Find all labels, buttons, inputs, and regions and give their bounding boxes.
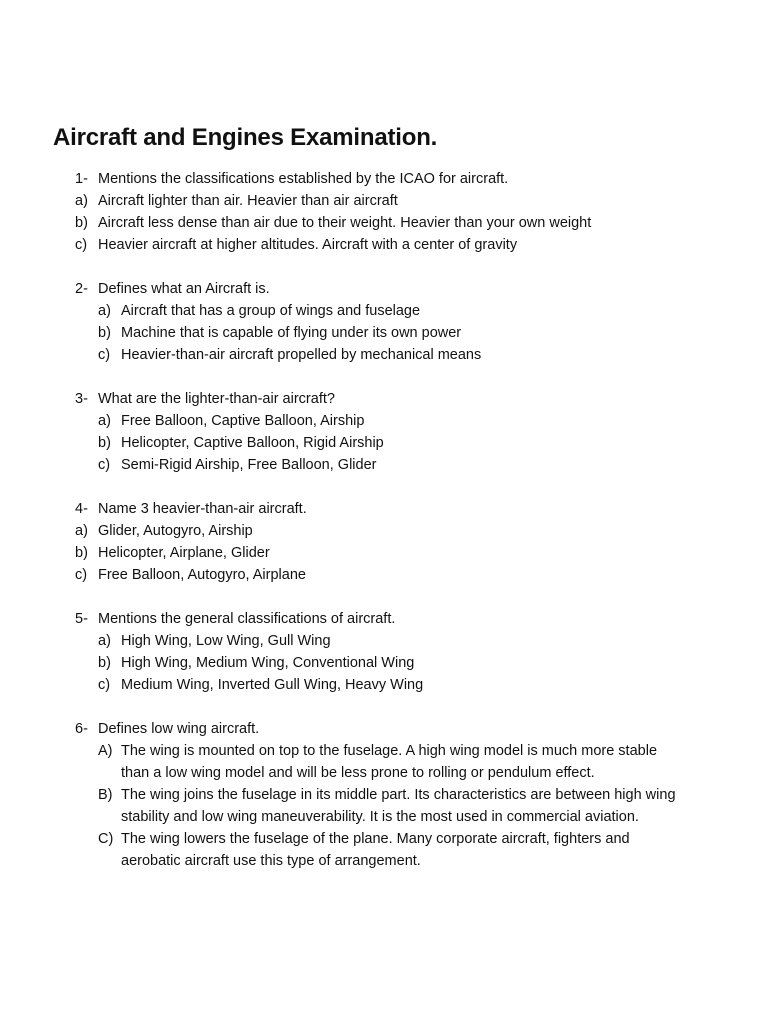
question-number: 5- (75, 611, 88, 627)
answer-text: Machine that is capable of flying under its own power (121, 325, 462, 341)
answer-text: Heavier aircraft at higher altitudes. Aircraft with a center of gravity (98, 237, 518, 253)
answer-option (0, 740, 768, 784)
answer-text: Semi-Rigid Airship, Free Balloon, Glider (121, 457, 377, 473)
answer-label: a) (75, 523, 88, 539)
question-header (0, 168, 768, 190)
answer-option (0, 454, 768, 476)
answer-option (0, 828, 768, 872)
question-number: 1- (75, 171, 88, 187)
answer-text: Aircraft lighter than air. Heavier than air aircraft (98, 193, 398, 209)
question-text: Defines what an Aircraft is. (98, 281, 270, 297)
answer-option (0, 564, 768, 586)
question-header (0, 498, 768, 520)
answer-option (0, 190, 768, 212)
answer-text: High Wing, Medium Wing, Conventional Wing (121, 655, 415, 671)
answer-text: The wing is mounted on top to the fuselage. A high wing model is much more stable than a low wing model and will be less prone to rolling or pendulum effect. (121, 743, 658, 781)
answer-option (0, 234, 768, 256)
question-text: Name 3 heavier-than-air aircraft. (98, 501, 307, 517)
answer-option (0, 432, 768, 454)
answer-option (0, 322, 768, 344)
question-number: 6- (75, 721, 88, 737)
answer-text: Aircraft less dense than air due to their weight. Heavier than your own weight (98, 215, 592, 231)
question-4 (0, 498, 768, 586)
answer-text: Heavier-than-air aircraft propelled by mechanical means (121, 347, 482, 363)
answer-text: High Wing, Low Wing, Gull Wing (121, 633, 331, 649)
answer-option (0, 652, 768, 674)
answer-label: C) (98, 831, 114, 847)
answer-label: A) (98, 743, 113, 759)
question-text: Mentions the general classifications of aircraft. (98, 611, 396, 627)
answer-label: b) (98, 435, 111, 451)
answer-option (0, 410, 768, 432)
answer-option (0, 212, 768, 234)
question-header (0, 718, 768, 740)
answer-option (0, 300, 768, 322)
answer-label: c) (98, 457, 111, 473)
answer-label: c) (75, 567, 88, 583)
question-number: 2- (75, 281, 88, 297)
answer-label: b) (98, 655, 111, 671)
answer-text: Helicopter, Airplane, Glider (98, 545, 270, 561)
answer-option (0, 630, 768, 652)
answer-label: c) (98, 347, 111, 363)
question-text: Defines low wing aircraft. (98, 721, 260, 737)
answer-label: a) (98, 413, 111, 429)
question-text: Mentions the classifications established by the ICAO for aircraft. (98, 171, 509, 187)
answer-text: The wing lowers the fuselage of the plane. Many corporate aircraft, fighters and aerobatic aircraft use this type of arrangement. (121, 831, 630, 869)
answer-label: B) (98, 787, 113, 803)
answer-text: Free Balloon, Captive Balloon, Airship (121, 413, 365, 429)
answer-option (0, 542, 768, 564)
question-2 (0, 278, 768, 366)
answer-option (0, 344, 768, 366)
question-header (0, 608, 768, 630)
answer-option (0, 520, 768, 542)
answer-label: b) (75, 545, 88, 561)
answer-text: Aircraft that has a group of wings and fuselage (121, 303, 421, 319)
question-6 (0, 718, 768, 872)
question-5 (0, 608, 768, 696)
question-list (0, 168, 768, 894)
answer-text: The wing joins the fuselage in its middle part. Its characteristics are between high wing stability and low wing maneuverability. It is the most used in commercial aviation. (121, 787, 676, 825)
page-title: Aircraft and Engines Examination. (53, 124, 438, 151)
question-header (0, 278, 768, 300)
answer-label: c) (98, 677, 111, 693)
answer-label: b) (98, 325, 111, 341)
question-number: 4- (75, 501, 88, 517)
answer-option (0, 674, 768, 696)
question-header (0, 388, 768, 410)
answer-label: b) (75, 215, 88, 231)
answer-text: Free Balloon, Autogyro, Airplane (98, 567, 306, 583)
question-1 (0, 168, 768, 256)
answer-text: Helicopter, Captive Balloon, Rigid Airship (121, 435, 384, 451)
answer-label: a) (98, 303, 111, 319)
answer-option (0, 784, 768, 828)
question-3 (0, 388, 768, 476)
answer-text: Medium Wing, Inverted Gull Wing, Heavy Wing (121, 677, 424, 693)
question-number: 3- (75, 391, 88, 407)
answer-label: a) (75, 193, 88, 209)
answer-text: Glider, Autogyro, Airship (98, 523, 253, 539)
answer-label: c) (75, 237, 88, 253)
answer-label: a) (98, 633, 111, 649)
question-text: What are the lighter-than-air aircraft? (98, 391, 335, 407)
